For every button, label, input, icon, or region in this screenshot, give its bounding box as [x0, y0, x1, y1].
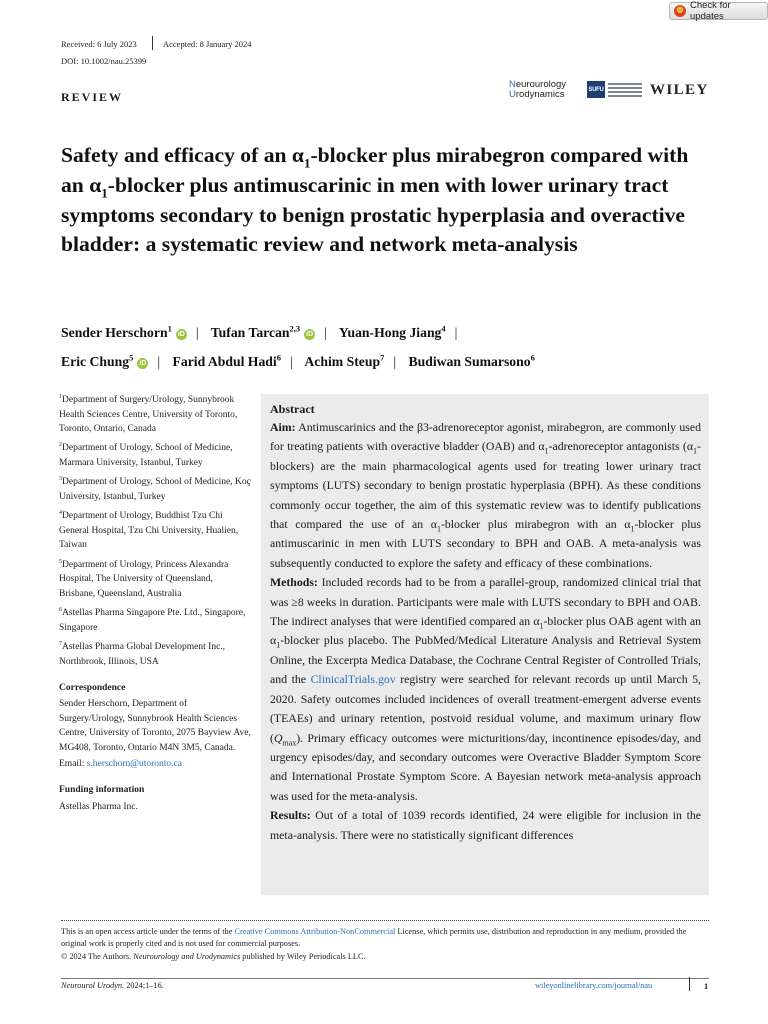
- orcid-icon[interactable]: iD: [139, 359, 147, 367]
- orcid-icon[interactable]: iD: [306, 330, 314, 338]
- received-date: Received: 6 July 2023: [61, 39, 137, 49]
- publisher-logo: WILEY: [650, 82, 709, 98]
- abstract-heading: Abstract: [270, 402, 315, 416]
- license-link[interactable]: Creative Commons Attribution-NonCommercial: [234, 927, 396, 936]
- correspondence-heading: Correspondence: [59, 683, 126, 693]
- funding-heading: Funding information: [59, 785, 145, 796]
- bottom-rule: [61, 978, 709, 979]
- affiliation: $^7$Astellas Pharma Global Development Inc., Northbrook, Illinois, USA: [59, 641, 226, 667]
- author: Tufan Tarcan$^{2,3}$iD: [210, 323, 314, 340]
- affiliation: $^5$Department of Urology, Princess Alexandra Hospital, The University of Queensland, Brisbane, Queensland, Australia: [59, 558, 229, 599]
- journal-logo: Neurourology Urodynamics: [509, 79, 567, 100]
- author: Sender Herschorn$^1$iD: [61, 323, 185, 340]
- footer-divider: [61, 920, 709, 921]
- abstract-results: Results: Out of a total of 1039 records identified, 24 were eligible for inclusion in the meta-analysis. There were no statistically significant differences: [270, 808, 701, 842]
- article-type: REVIEW: [61, 90, 124, 104]
- page-number: 1: [704, 981, 709, 991]
- author: Farid Abdul Hadi$^6$: [172, 352, 281, 369]
- check-for-updates-label: Check for updates: [690, 0, 731, 22]
- author: Eric Chung$^5$iD: [61, 352, 147, 369]
- crossmark-icon: [674, 5, 686, 17]
- journal-citation: Neurourol Urodyn. 2024;1–16.: [61, 981, 164, 990]
- email-link[interactable]: s.herschorn@utoronto.ca: [86, 759, 182, 770]
- correspondence-address: Sender Herschorn, Department of Surgery/Urology, Sunnybrook Health Sciences Centre, University of Toronto, 2075 Bayview Ave, MG408, Toronto, Ontario M4N 3M5, Canada.: [59, 699, 251, 753]
- author: Achim Steup$^7$: [304, 352, 385, 369]
- check-for-updates-button[interactable]: [669, 2, 768, 20]
- accepted-date: Accepted: 8 January 2024: [163, 39, 252, 49]
- funding-text: Astellas Pharma Inc.: [59, 801, 138, 812]
- meta-divider: [152, 36, 153, 50]
- affiliation: $^6$Astellas Pharma Singapore Pte. Ltd., Singapore, Singapore: [59, 607, 246, 633]
- journal-url-link[interactable]: wileyonlinelibrary.com/journal/nau: [535, 981, 653, 990]
- license-notice: This is an open access article under the terms of the Creative Commons Attribution-NonCommercial License, which permits use, distribution and reproduction in any medium, provided the original work is properly cited and is not used for commercial purposes. © 2024 The Authors. Neurourology and Urodynamics published by Wiley Periodicals LLC.: [61, 927, 687, 961]
- page-divider: [689, 977, 690, 991]
- affiliation: $^3$Department of Urology, School of Medicine, Koç University, Istanbul, Turkey: [59, 476, 251, 502]
- clinicaltrials-link[interactable]: ClinicalTrials.gov: [310, 672, 396, 687]
- article-title: Safety and efficacy of an $\alpha_1$-blocker plus mirabegron compared with an $\alpha_1$-blocker plus antimuscarinic in men with lower urinary tract symptoms secondary to benign prostatic hyperplasia and overactive bladder: a systematic review and network meta-analysis: [61, 143, 689, 257]
- affiliation: $^2$Department of Urology, School of Medicine, Marmara University, Istanbul, Turkey: [59, 442, 233, 468]
- abstract-aim: Aim: Antimuscarinics and the β3-adrenoreceptor agonist, mirabegron, are commonly used for treating patients with overactive bladder (OAB) and $\alpha_1$-adrenoreceptor antagonists $(\alpha_1-blockers)$ are the main pharmacological agents used for treating lower urinary tract symptoms (LUTS) secondary to benign prostatic hyperplasia (BPH). As these conditions commonly occur together, the aim of this systematic review was to identify publications that compared the use of an $\alpha_1$-blocker plus mirabegron with an $\alpha_1$-blocker plus antimuscarinic in men with LUTS secondary to BPH and OAB. A meta-analysis was subsequently conducted to explore the safety and efficacy of these combinations.: [270, 420, 701, 570]
- affiliation: $^1$Department of Surgery/Urology, Sunnybrook Health Sciences Centre, University of Toronto, Toronto, Ontario, Canada: [59, 394, 238, 434]
- abstract-methods: Methods: Included records had to be from a parallel-group, randomized clinical trial that was ≥8 weeks in duration. Participants were male with LUTS secondary to BPH and OAB. The indirect analyses that were identified compared an $\alpha_1$-blocker plus OAB agent with an $\alpha_1$-blocker plus placebo. The PubMed/Medical Literature Analysis and Retrieval System Online, the Excerpta Medica Database, the Cochrane Central Register of Controlled Trials, and the ClinicalTrials.gov registry were searched for relevant records up until March 5, 2020. Safety outcomes included incidences of overall treatment-emergent adverse events (TEAEs) and urinary retention, postvoid residual volume, and maximum urinary flow $(Q_{max})$. Primary efficacy outcomes were micturitions/day, incontinence episodes/day, and urgency episodes/day, and secondary outcomes were Overactive Bladder Symptom Score and International Prostate Symptom Score. A Bayesian network meta-analysis approach was used for the meta-analysis.: [270, 575, 701, 803]
- author: Yuan-Hong Jiang$^4$: [338, 323, 446, 340]
- abstract-box: [261, 394, 709, 895]
- correspondence-email: Email: s.herschorn@utoronto.ca: [59, 759, 182, 770]
- affiliation: $^4$Department of Urology, Buddhist Tzu Chi General Hospital, Tzu Chi University, Hualien, Taiwan: [59, 510, 239, 551]
- author: Budiwan Sumarsono$^6$: [408, 352, 535, 369]
- orcid-icon[interactable]: iD: [177, 330, 185, 338]
- society-logo: SUFU: [587, 80, 643, 100]
- affiliations-column: [59, 390, 251, 816]
- doi: DOI: 10.1002/nau.25399: [61, 56, 147, 66]
- author-list: Sender Herschorn$^1$iD | Tufan Tarcan$^{2,3}$iD | Yuan-Hong Jiang$^4$ | Eric Chung$^5$iD | Farid Abdul Hadi$^6$ | Achim Steup$^7$ | Budiwan Sumarsono$^6$: [61, 323, 535, 369]
